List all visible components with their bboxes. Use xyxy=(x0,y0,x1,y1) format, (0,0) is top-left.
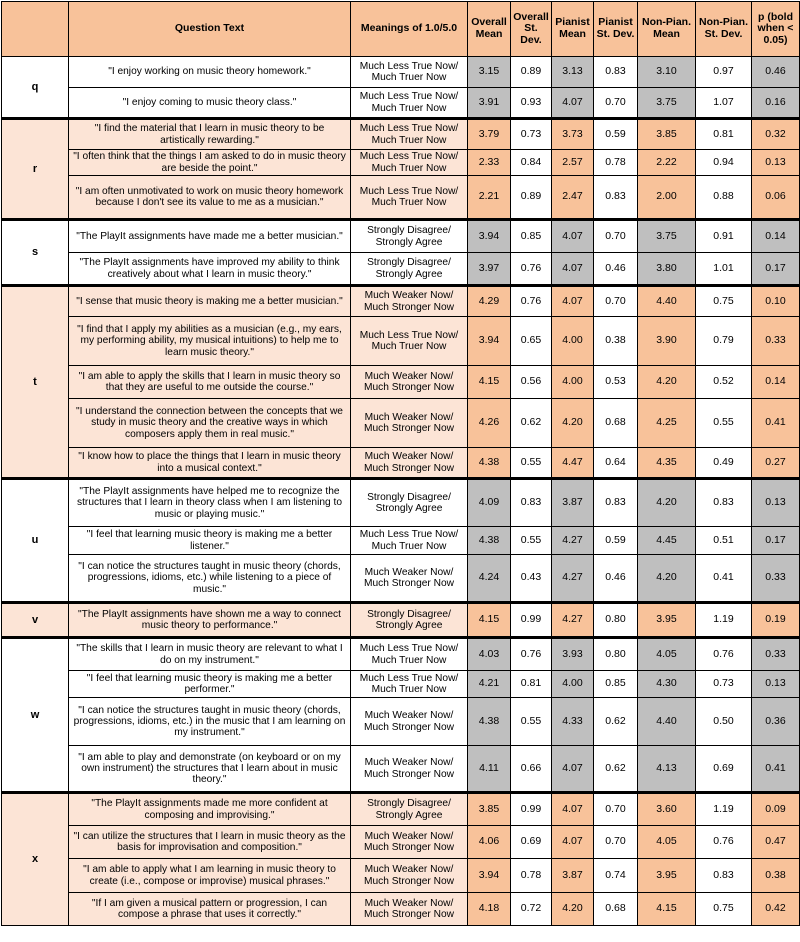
nonpian-sd: 0.69 xyxy=(696,746,752,793)
nonpian-sd: 0.49 xyxy=(696,448,752,479)
pianist-sd: 0.80 xyxy=(594,603,638,638)
pianist-sd: 0.70 xyxy=(594,220,638,253)
overall-sd: 0.66 xyxy=(511,746,552,793)
header-p-value: p (bold when < 0.05) xyxy=(752,2,800,57)
table-row xyxy=(2,150,800,176)
header-pianist-sd: Pianist St. Dev. xyxy=(594,2,638,57)
pianist-sd: 0.62 xyxy=(594,698,638,746)
overall-sd: 0.99 xyxy=(511,603,552,638)
p-value: 0.27 xyxy=(752,448,800,479)
overall-mean: 4.11 xyxy=(468,746,511,793)
pianist-mean: 4.27 xyxy=(552,603,594,638)
overall-mean: 4.26 xyxy=(468,399,511,448)
nonpian-mean: 4.20 xyxy=(638,555,696,603)
scale-meaning: Strongly Disagree/ Strongly Agree xyxy=(351,479,468,527)
question-text: "I often think that the things I am asked to do in music theory are beside the point." xyxy=(69,150,351,176)
overall-sd: 0.89 xyxy=(511,176,552,220)
nonpian-mean: 4.30 xyxy=(638,671,696,698)
overall-sd: 0.76 xyxy=(511,253,552,286)
nonpian-mean: 3.95 xyxy=(638,859,696,893)
overall-mean: 3.79 xyxy=(468,119,511,150)
nonpian-sd: 0.50 xyxy=(696,698,752,746)
question-text: "I can notice the structures taught in music theory (chords, progressions, idioms, etc.) while listening to a piece of music." xyxy=(69,555,351,603)
pianist-sd: 0.70 xyxy=(594,826,638,859)
pianist-mean: 3.87 xyxy=(552,859,594,893)
scale-meaning: Much Less True Now/ Much Truer Now xyxy=(351,150,468,176)
nonpian-sd: 0.81 xyxy=(696,119,752,150)
nonpian-sd: 1.07 xyxy=(696,88,752,119)
pianist-sd: 0.85 xyxy=(594,671,638,698)
pianist-sd: 0.46 xyxy=(594,253,638,286)
nonpian-mean: 2.00 xyxy=(638,176,696,220)
pianist-mean: 4.07 xyxy=(552,253,594,286)
overall-sd: 0.65 xyxy=(511,317,552,366)
group-label: s xyxy=(2,220,69,286)
overall-mean: 3.91 xyxy=(468,88,511,119)
question-text: "The skills that I learn in music theory are relevant to what I do on my instrument." xyxy=(69,638,351,671)
overall-mean: 3.94 xyxy=(468,859,511,893)
overall-sd: 0.84 xyxy=(511,150,552,176)
overall-mean: 4.38 xyxy=(468,527,511,555)
overall-sd: 0.55 xyxy=(511,448,552,479)
nonpian-mean: 4.20 xyxy=(638,366,696,399)
pianist-sd: 0.59 xyxy=(594,119,638,150)
overall-mean: 4.15 xyxy=(468,603,511,638)
pianist-sd: 0.68 xyxy=(594,399,638,448)
p-value: 0.10 xyxy=(752,286,800,317)
nonpian-mean: 3.80 xyxy=(638,253,696,286)
p-value: 0.33 xyxy=(752,638,800,671)
table-row xyxy=(2,746,800,793)
scale-meaning: Strongly Disagree/ Strongly Agree xyxy=(351,220,468,253)
p-value: 0.36 xyxy=(752,698,800,746)
overall-mean: 3.97 xyxy=(468,253,511,286)
group-label: w xyxy=(2,638,69,793)
pianist-sd: 0.59 xyxy=(594,527,638,555)
table-row xyxy=(2,119,800,150)
scale-meaning: Much Less True Now/ Much Truer Now xyxy=(351,638,468,671)
overall-mean: 3.94 xyxy=(468,317,511,366)
header-overall-sd: Overall St. Dev. xyxy=(511,2,552,57)
nonpian-sd: 0.76 xyxy=(696,826,752,859)
question-text: "The PlayIt assignments made me more confident at composing and improvising." xyxy=(69,793,351,826)
nonpian-sd: 1.19 xyxy=(696,793,752,826)
nonpian-mean: 3.10 xyxy=(638,57,696,88)
nonpian-mean: 3.75 xyxy=(638,88,696,119)
pianist-mean: 4.07 xyxy=(552,746,594,793)
nonpian-mean: 4.40 xyxy=(638,286,696,317)
nonpian-sd: 0.75 xyxy=(696,893,752,926)
overall-sd: 0.55 xyxy=(511,527,552,555)
question-text: "The PlayIt assignments have helped me to recognize the structures that I learn in theory class when I am listening to music or playing music." xyxy=(69,479,351,527)
pianist-mean: 4.07 xyxy=(552,286,594,317)
question-text: "The PlayIt assignments have improved my ability to think creatively about what I learn in music theory." xyxy=(69,253,351,286)
pianist-mean: 3.73 xyxy=(552,119,594,150)
nonpian-sd: 0.91 xyxy=(696,220,752,253)
group-label: q xyxy=(2,57,69,119)
scale-meaning: Much Less True Now/ Much Truer Now xyxy=(351,119,468,150)
p-value: 0.33 xyxy=(752,555,800,603)
p-value: 0.06 xyxy=(752,176,800,220)
nonpian-sd: 0.83 xyxy=(696,479,752,527)
pianist-sd: 0.38 xyxy=(594,317,638,366)
nonpian-mean: 4.15 xyxy=(638,893,696,926)
pianist-sd: 0.83 xyxy=(594,479,638,527)
p-value: 0.17 xyxy=(752,527,800,555)
pianist-mean: 4.27 xyxy=(552,527,594,555)
overall-sd: 0.81 xyxy=(511,671,552,698)
p-value: 0.46 xyxy=(752,57,800,88)
pianist-mean: 4.20 xyxy=(552,893,594,926)
group-label: u xyxy=(2,479,69,603)
overall-sd: 0.99 xyxy=(511,793,552,826)
p-value: 0.14 xyxy=(752,366,800,399)
nonpian-mean: 3.95 xyxy=(638,603,696,638)
header-nonpian-mean: Non-Pian. Mean xyxy=(638,2,696,57)
table-row xyxy=(2,176,800,220)
table-body xyxy=(2,57,800,926)
question-text: "I can notice the structures taught in music theory (chords, progressions, idioms, etc.) in the music that I am learning on my instrument." xyxy=(69,698,351,746)
question-text: "The PlayIt assignments have shown me a way to connect music theory to performance." xyxy=(69,603,351,638)
pianist-mean: 3.87 xyxy=(552,479,594,527)
table-row xyxy=(2,698,800,746)
overall-mean: 4.38 xyxy=(468,698,511,746)
pianist-sd: 0.78 xyxy=(594,150,638,176)
p-value: 0.33 xyxy=(752,317,800,366)
nonpian-sd: 0.52 xyxy=(696,366,752,399)
overall-mean: 4.09 xyxy=(468,479,511,527)
overall-mean: 3.15 xyxy=(468,57,511,88)
nonpian-mean: 3.85 xyxy=(638,119,696,150)
nonpian-mean: 4.25 xyxy=(638,399,696,448)
question-text: "I feel that learning music theory is making me a better listener." xyxy=(69,527,351,555)
table-row xyxy=(2,220,800,253)
nonpian-sd: 0.55 xyxy=(696,399,752,448)
header-nonpian-sd: Non-Pian. St. Dev. xyxy=(696,2,752,57)
question-text: "I am able to apply what I am learning in music theory to create (i.e., compose or improvise) musical phrases." xyxy=(69,859,351,893)
pianist-mean: 4.47 xyxy=(552,448,594,479)
header-overall-mean: Overall Mean xyxy=(468,2,511,57)
nonpian-sd: 0.97 xyxy=(696,57,752,88)
table-row xyxy=(2,57,800,88)
p-value: 0.17 xyxy=(752,253,800,286)
header-question-text: Question Text xyxy=(69,2,351,57)
nonpian-sd: 0.51 xyxy=(696,527,752,555)
pianist-sd: 0.83 xyxy=(594,57,638,88)
overall-sd: 0.85 xyxy=(511,220,552,253)
scale-meaning: Much Weaker Now/ Much Stronger Now xyxy=(351,698,468,746)
nonpian-mean: 4.40 xyxy=(638,698,696,746)
overall-sd: 0.76 xyxy=(511,638,552,671)
nonpian-mean: 3.60 xyxy=(638,793,696,826)
p-value: 0.47 xyxy=(752,826,800,859)
pianist-mean: 3.93 xyxy=(552,638,594,671)
nonpian-mean: 4.45 xyxy=(638,527,696,555)
scale-meaning: Much Less True Now/ Much Truer Now xyxy=(351,317,468,366)
scale-meaning: Much Weaker Now/ Much Stronger Now xyxy=(351,286,468,317)
table-row xyxy=(2,859,800,893)
pianist-mean: 2.57 xyxy=(552,150,594,176)
pianist-mean: 4.20 xyxy=(552,399,594,448)
nonpian-sd: 0.75 xyxy=(696,286,752,317)
overall-mean: 2.33 xyxy=(468,150,511,176)
scale-meaning: Much Weaker Now/ Much Stronger Now xyxy=(351,448,468,479)
pianist-sd: 0.46 xyxy=(594,555,638,603)
pianist-mean: 4.00 xyxy=(552,317,594,366)
table-row xyxy=(2,286,800,317)
group-label: x xyxy=(2,793,69,926)
scale-meaning: Much Less True Now/ Much Truer Now xyxy=(351,88,468,119)
question-text: "I am often unmotivated to work on music theory homework because I don't see its value to me as a musician." xyxy=(69,176,351,220)
header-pianist-mean: Pianist Mean xyxy=(552,2,594,57)
nonpian-sd: 0.76 xyxy=(696,638,752,671)
nonpian-sd: 0.73 xyxy=(696,671,752,698)
overall-mean: 3.85 xyxy=(468,793,511,826)
pianist-sd: 0.64 xyxy=(594,448,638,479)
table-row xyxy=(2,826,800,859)
group-label: v xyxy=(2,603,69,638)
overall-mean: 3.94 xyxy=(468,220,511,253)
scale-meaning: Much Weaker Now/ Much Stronger Now xyxy=(351,826,468,859)
question-text: "I feel that learning music theory is making me a better performer." xyxy=(69,671,351,698)
pianist-sd: 0.74 xyxy=(594,859,638,893)
nonpian-mean: 3.90 xyxy=(638,317,696,366)
overall-mean: 4.21 xyxy=(468,671,511,698)
table-row xyxy=(2,527,800,555)
scale-meaning: Much Less True Now/ Much Truer Now xyxy=(351,671,468,698)
pianist-sd: 0.68 xyxy=(594,893,638,926)
table-row xyxy=(2,479,800,527)
overall-mean: 4.29 xyxy=(468,286,511,317)
scale-meaning: Much Weaker Now/ Much Stronger Now xyxy=(351,399,468,448)
scale-meaning: Strongly Disagree/ Strongly Agree xyxy=(351,253,468,286)
question-text: "I enjoy coming to music theory class." xyxy=(69,88,351,119)
pianist-sd: 0.62 xyxy=(594,746,638,793)
question-text: "I understand the connection between the concepts that we study in music theory and the creative ways in which composers apply them in real music." xyxy=(69,399,351,448)
table-row xyxy=(2,893,800,926)
nonpian-sd: 1.01 xyxy=(696,253,752,286)
question-text: "I am able to play and demonstrate (on keyboard or on my own instrument) the structures that I learn about in music theory." xyxy=(69,746,351,793)
question-text: "I know how to place the things that I learn in music theory into a musical context." xyxy=(69,448,351,479)
header-meanings: Meanings of 1.0/5.0 xyxy=(351,2,468,57)
overall-mean: 4.15 xyxy=(468,366,511,399)
p-value: 0.13 xyxy=(752,479,800,527)
overall-mean: 4.06 xyxy=(468,826,511,859)
pianist-mean: 4.07 xyxy=(552,826,594,859)
table-row xyxy=(2,366,800,399)
scale-meaning: Much Weaker Now/ Much Stronger Now xyxy=(351,893,468,926)
p-value: 0.16 xyxy=(752,88,800,119)
overall-sd: 0.69 xyxy=(511,826,552,859)
p-value: 0.13 xyxy=(752,671,800,698)
pianist-sd: 0.53 xyxy=(594,366,638,399)
question-text: "I am able to apply the skills that I learn in music theory so that they are useful to me outside the course." xyxy=(69,366,351,399)
table-row xyxy=(2,555,800,603)
nonpian-sd: 0.41 xyxy=(696,555,752,603)
nonpian-mean: 4.05 xyxy=(638,826,696,859)
question-text: "I find the material that I learn in music theory to be artistically rewarding." xyxy=(69,119,351,150)
pianist-mean: 4.33 xyxy=(552,698,594,746)
scale-meaning: Strongly Disagree/ Strongly Agree xyxy=(351,603,468,638)
overall-mean: 4.24 xyxy=(468,555,511,603)
p-value: 0.09 xyxy=(752,793,800,826)
pianist-mean: 4.27 xyxy=(552,555,594,603)
nonpian-mean: 2.22 xyxy=(638,150,696,176)
table-row xyxy=(2,399,800,448)
results-table xyxy=(1,1,800,926)
p-value: 0.13 xyxy=(752,150,800,176)
scale-meaning: Much Weaker Now/ Much Stronger Now xyxy=(351,746,468,793)
pianist-mean: 4.07 xyxy=(552,88,594,119)
scale-meaning: Much Weaker Now/ Much Stronger Now xyxy=(351,555,468,603)
table-row xyxy=(2,253,800,286)
table-row xyxy=(2,793,800,826)
nonpian-mean: 4.05 xyxy=(638,638,696,671)
question-text: "I enjoy working on music theory homework." xyxy=(69,57,351,88)
nonpian-sd: 0.83 xyxy=(696,859,752,893)
pianist-mean: 4.07 xyxy=(552,793,594,826)
p-value: 0.14 xyxy=(752,220,800,253)
nonpian-sd: 0.94 xyxy=(696,150,752,176)
nonpian-mean: 4.20 xyxy=(638,479,696,527)
header-group xyxy=(2,2,69,57)
overall-sd: 0.93 xyxy=(511,88,552,119)
overall-mean: 4.38 xyxy=(468,448,511,479)
overall-mean: 2.21 xyxy=(468,176,511,220)
overall-sd: 0.72 xyxy=(511,893,552,926)
pianist-mean: 4.00 xyxy=(552,671,594,698)
pianist-sd: 0.80 xyxy=(594,638,638,671)
question-text: "I find that I apply my abilities as a musician (e.g., my ears, my performing ability, my musical intuitions) to help me to learn music theory." xyxy=(69,317,351,366)
nonpian-sd: 0.88 xyxy=(696,176,752,220)
group-label: r xyxy=(2,119,69,220)
overall-mean: 4.18 xyxy=(468,893,511,926)
overall-sd: 0.55 xyxy=(511,698,552,746)
nonpian-mean: 4.13 xyxy=(638,746,696,793)
pianist-mean: 2.47 xyxy=(552,176,594,220)
pianist-mean: 3.13 xyxy=(552,57,594,88)
nonpian-mean: 3.75 xyxy=(638,220,696,253)
scale-meaning: Much Less True Now/ Much Truer Now xyxy=(351,57,468,88)
question-text: "If I am given a musical pattern or progression, I can compose a phrase that uses it correctly." xyxy=(69,893,351,926)
p-value: 0.42 xyxy=(752,893,800,926)
overall-sd: 0.76 xyxy=(511,286,552,317)
scale-meaning: Much Less True Now/ Much Truer Now xyxy=(351,176,468,220)
table-row xyxy=(2,88,800,119)
pianist-sd: 0.70 xyxy=(594,88,638,119)
overall-sd: 0.73 xyxy=(511,119,552,150)
p-value: 0.41 xyxy=(752,746,800,793)
overall-mean: 4.03 xyxy=(468,638,511,671)
overall-sd: 0.83 xyxy=(511,479,552,527)
header-row xyxy=(2,2,800,57)
table-row xyxy=(2,448,800,479)
question-text: "I can utilize the structures that I learn in music theory as the basis for improvisation and composition." xyxy=(69,826,351,859)
nonpian-mean: 4.35 xyxy=(638,448,696,479)
question-text: "The PlayIt assignments have made me a better musician." xyxy=(69,220,351,253)
scale-meaning: Much Weaker Now/ Much Stronger Now xyxy=(351,366,468,399)
p-value: 0.41 xyxy=(752,399,800,448)
scale-meaning: Strongly Disagree/ Strongly Agree xyxy=(351,793,468,826)
scale-meaning: Much Weaker Now/ Much Stronger Now xyxy=(351,859,468,893)
overall-sd: 0.43 xyxy=(511,555,552,603)
table-row xyxy=(2,671,800,698)
overall-sd: 0.89 xyxy=(511,57,552,88)
pianist-sd: 0.70 xyxy=(594,286,638,317)
scale-meaning: Much Less True Now/ Much Truer Now xyxy=(351,527,468,555)
p-value: 0.32 xyxy=(752,119,800,150)
nonpian-sd: 1.19 xyxy=(696,603,752,638)
table-row xyxy=(2,603,800,638)
pianist-sd: 0.70 xyxy=(594,793,638,826)
overall-sd: 0.78 xyxy=(511,859,552,893)
table-row xyxy=(2,638,800,671)
pianist-mean: 4.00 xyxy=(552,366,594,399)
group-label: t xyxy=(2,286,69,479)
table-row xyxy=(2,317,800,366)
question-text: "I sense that music theory is making me a better musician." xyxy=(69,286,351,317)
pianist-mean: 4.07 xyxy=(552,220,594,253)
p-value: 0.19 xyxy=(752,603,800,638)
overall-sd: 0.62 xyxy=(511,399,552,448)
nonpian-sd: 0.79 xyxy=(696,317,752,366)
overall-sd: 0.56 xyxy=(511,366,552,399)
p-value: 0.38 xyxy=(752,859,800,893)
pianist-sd: 0.83 xyxy=(594,176,638,220)
